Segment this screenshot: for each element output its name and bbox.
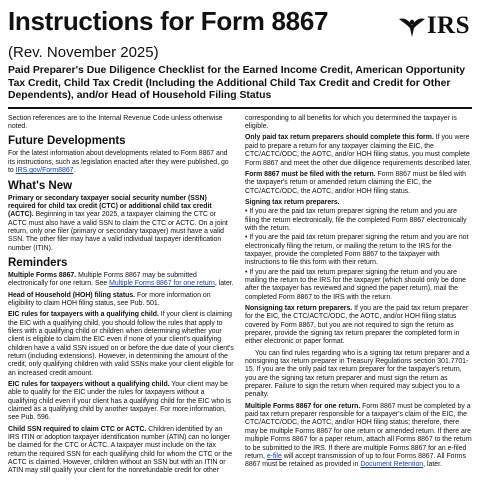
whatsnew-lead: Primary or secondary taxpayer social security number (SSN) required for child tax credit (CTC) or additional child tax credit (ACTC).	[8, 194, 212, 219]
mf-one-text-a: Form 8867 must be completed by a paid tax return preparer responsible for a taxpayer's claim of the EIC, the CTC/ACTC/ODC, the AOTC, and/or HOH filing status; therefore, there may be multiple Forms 8867 for one return or amended return. If there are multiple Forms 8867 for a paper return, attach all Forms 8867 to the return to be submitted to the IRS. If there are multiple Forms 8867 for an e-filed return,	[245, 402, 472, 460]
nonsign-lead: Nonsigning tax return preparers.	[245, 305, 353, 312]
ssn-text: Children identified by an IRS ITIN or adoption taxpayer identification number (ATIN) can no longer be claimed for the CTC or ACTC. A taxpayer must include on the tax return the required SSN for each qualifying child for whom the CTC or the ACTC is claimed. However, children without an SSN but with an ITIN or ATIN may still qualify your client for the nonrefundable credit for other	[8, 425, 233, 475]
mf-lead: Multiple Forms 8867.	[8, 271, 77, 279]
revision-date: (Rev. November 2025)	[8, 44, 159, 61]
signing-bullet-3: • If you are the paid tax return preparer signing the return and you are mailing the return to the IRS for the taxpayer (which should only be done after the taxpayer has reviewed and signed the paper return), mail the completed Form 8867 to the IRS with the return.	[245, 268, 467, 301]
irs-logo	[397, 12, 470, 40]
mf-one-lead: Multiple Forms 8867 for one return.	[245, 402, 361, 410]
heading-future-developments: Future Developments	[8, 135, 126, 148]
right-column	[245, 115, 472, 479]
document-retention-link[interactable]: Document Retention	[360, 461, 424, 469]
ssn-lead: Child SSN required to claim CTC or ACTC.	[8, 425, 147, 433]
signing-bullet-2: • If you are the paid tax return preparer signing the return and you are not electronically filing the return, or mailing the return to the IRS for the taxpayer, provide the completed Form 8867 to the taxpayer with instructions to file this form with their return.	[245, 234, 469, 267]
eagle-icon	[397, 13, 427, 39]
left-column	[8, 115, 235, 479]
eic-nonqualifying-paragraph	[8, 381, 235, 423]
nonsigning-paragraph	[245, 305, 472, 347]
eic-q-text: If your client is claiming the EIC with a qualifying child, you should follow the rules that apply to filers with a qualifying child or children when determining whether your client is eligible to claim the EIC even if none of your client's qualifying children have a valid SSN issued on or before the due date of your client's return (including extensions). However, in determining the amount of the credit, only qualifying children with valid SSNs make your client eligible for an increased credit amount.	[8, 311, 234, 377]
multiple-forms-link[interactable]: Multiple Forms 8867 for one return	[109, 280, 215, 288]
signing-bullet-1: • If you are the paid tax return preparer signing the return and you are filing the return electronically, file the completed Form 8867 electronically with the return.	[245, 208, 467, 232]
heading-whats-new: What's New	[8, 179, 73, 192]
eic-qualifying-paragraph	[8, 311, 235, 378]
future-paragraph	[8, 150, 235, 175]
filed-text: Form 8867 must be filed with the taxpayer's return or amended return claiming the EIC, the CTC/ACTC/ODC, the AOTC, and/or HOH filing status.	[245, 170, 466, 195]
mf-one-text-b: will accept transmission of up to four Forms 8867. All Forms 8867 must be retained as provided in	[245, 452, 466, 469]
efile-link[interactable]: e-file	[266, 452, 282, 460]
whatsnew-paragraph	[8, 195, 235, 253]
mf-text-b: , later.	[214, 280, 234, 288]
signing-heading: Signing tax return preparers.	[245, 198, 340, 206]
nonsign-text: If you are the paid tax return preparer for the EIC, the CTC/ACTC/ODC, the AOTC, and/or HOH filing status covered by Form 8867, but you are not required to sign the return as preparer, provide the signing tax return preparer the completed form in either electronic or paper format.	[245, 305, 469, 346]
filed-lead: Form 8867 must be filed with the return.	[245, 170, 376, 178]
form-subtitle: Paid Preparer's Due Diligence Checklist for the Earned Income Credit, American Opportunity Tax Credit, Child Tax Credit (Including the Additional Child Tax Credit and Credit for Other Dependents), and/or Head of Household Filing Status	[8, 65, 466, 102]
mf-text-a: Multiple Forms 8867 may be submitted electronically for one return. See	[8, 271, 197, 288]
future-text-b: .	[73, 167, 76, 175]
only-lead: Only paid tax return preparers should complete this form.	[245, 134, 434, 142]
only-preparers-paragraph	[245, 134, 472, 167]
eic-nq-lead: EIC rules for taxpayers without a qualifying child.	[8, 381, 170, 389]
future-text-a: For the latest information about developments related to Form 8867 and its instructions, such as legislation enacted after they were published, go to	[8, 150, 229, 175]
page-title: Instructions for Form 8867	[8, 6, 329, 36]
mf-one-text-c: , later.	[423, 461, 442, 469]
multiple-forms-one-return-paragraph	[245, 403, 472, 470]
only-text: If you were paid to prepare a return for any taxpayer claiming the EIC, the CTC/ACTC/ODC, the AOTC, and/or HOH filing status, you must complete Form 8867 and meet the other due diligence requirements described later.	[245, 134, 472, 167]
filed-with-return-paragraph	[245, 171, 472, 196]
multiple-forms-paragraph	[8, 272, 235, 289]
logo-text: IRS	[426, 12, 470, 39]
eic-q-lead: EIC rules for taxpayers with a qualifying child.	[8, 311, 159, 319]
continued-text: corresponding to all benefits for which you determined the taxpayer is eligible.	[245, 114, 457, 131]
eic-nq-text: Your client may be able to qualify for the EIC under the rules for taxpayers without a qualifying child even if your client has a qualifying child for the EIC who is claimed as a qualifying child by another taxpayer. For more information, see Pub. 596.	[8, 381, 231, 422]
hoh-lead: Head of Household (HOH) filing status.	[8, 291, 136, 299]
rules-paragraph: You can find rules regarding who is a signing tax return preparer and a nonsigning tax return preparer in Treasury Regulations section 301.7701-15. If you are the only paid tax return preparer for the taxpayer's return, you are the signing tax return preparer and must sign the return as preparer. Failure to sign the return when required may subject you to a penalty.	[245, 349, 470, 399]
child-ssn-paragraph	[8, 426, 235, 476]
divider	[8, 107, 472, 109]
whatsnew-text: Beginning in tax year 2025, a taxpayer claiming the CTC or ACTC must also have a valid SSN to claim the CTC or ACTC. On a joint return, only one filer (primary or secondary taxpayer) must have a valid SSN. The other filer may have a valid individual taxpayer identification number (ITIN).	[8, 211, 228, 252]
hoh-text: For more information on eligibility to claim HOH filing status, see Pub. 501.	[8, 291, 211, 307]
hoh-paragraph	[8, 292, 235, 309]
intro-text: Section references are to the Internal Revenue Code unless otherwise noted.	[8, 114, 223, 131]
heading-reminders: Reminders	[8, 256, 68, 269]
header	[8, 8, 472, 45]
content-columns	[8, 115, 472, 479]
form8867-link[interactable]: IRS.gov/Form8867	[15, 167, 74, 175]
